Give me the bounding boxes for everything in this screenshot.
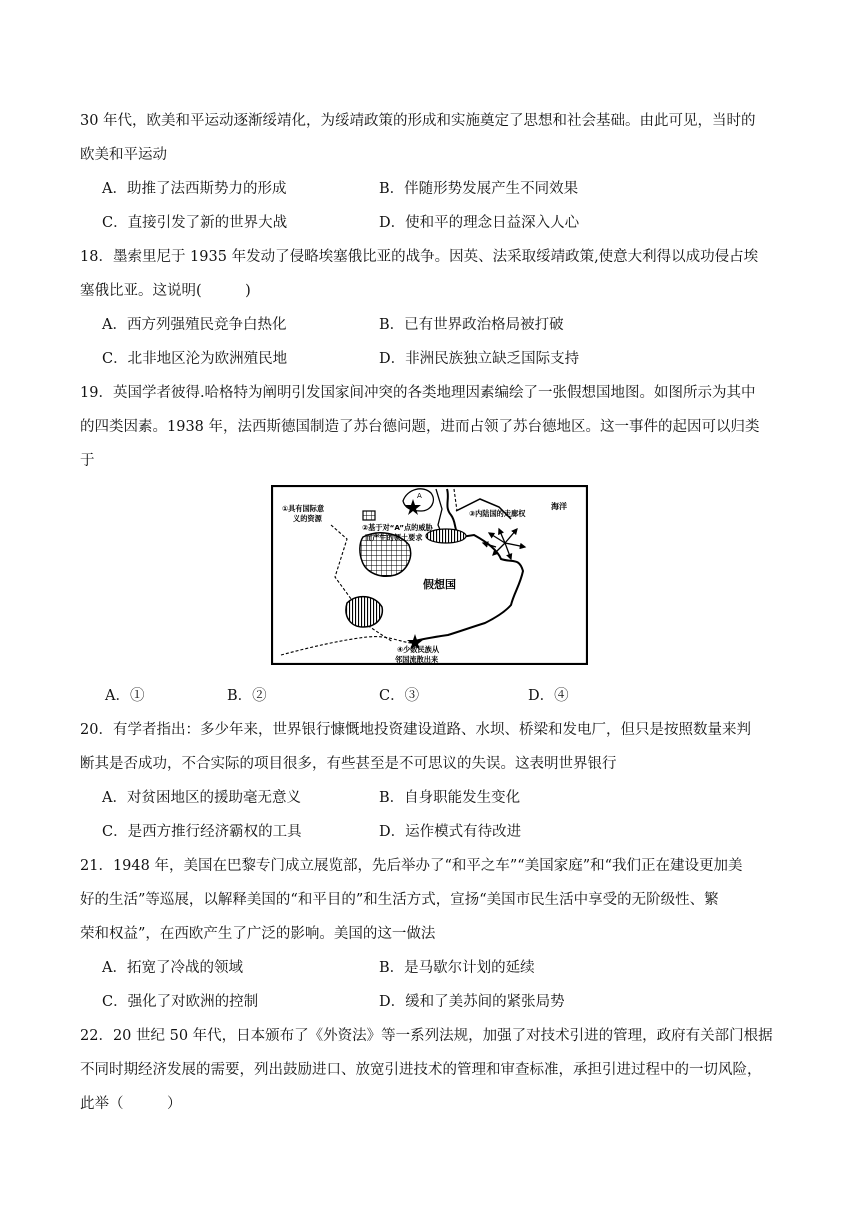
label-1a: ①具有国际意 — [282, 504, 325, 513]
q18-stem-line2: 塞俄比亚。这说明( ) — [80, 283, 251, 299]
q17-stem-line1: 30 年代，欧美和平运动逐渐绥靖化，为绥靖政策的形成和实施奠定了思想和社会基础。由此可见，当时的 — [80, 113, 756, 129]
resource-square — [363, 511, 375, 520]
q20-stem-line1: 20．有学者指出：多少年来，世界银行慷慨地投资建设道路、水坝、桥梁和发电厂，但只是按照数量来判 — [80, 722, 751, 738]
q18-option-a[interactable]: A．西方列强殖民竞争白热化 — [102, 317, 287, 333]
q19-option-d[interactable]: D．④ — [528, 688, 569, 704]
q18-option-d[interactable]: D．非洲民族独立缺乏国际支持 — [379, 351, 580, 367]
q21-option-b[interactable]: B．是马歇尔计划的延续 — [379, 960, 535, 976]
q19-stem-line1: 19．英国学者彼得.哈格特为阐明引发国家间冲突的各类地理因素编绘了一张假想国地图。如图所示为其中 — [80, 385, 756, 401]
q20-option-c[interactable]: C．是西方推行经济霸权的工具 — [102, 824, 302, 840]
q18-option-c[interactable]: C．北非地区沦为欧洲殖民地 — [102, 351, 288, 367]
label-3: ③内陆国的走廊权 — [469, 509, 526, 518]
q20-option-b[interactable]: B．自身职能发生变化 — [379, 790, 521, 806]
q21-option-c[interactable]: C．强化了对欧洲的控制 — [102, 994, 259, 1010]
label-4a: ④少数民族从 — [397, 645, 440, 654]
q19-option-c[interactable]: C．③ — [379, 688, 420, 704]
q19-stem-line2: 的四类因素。1938 年，法西斯德国制造了苏台德问题，进而占领了苏台德地区。这一事件的起因可以归类 — [80, 419, 760, 435]
q19-option-a[interactable]: A．① — [105, 688, 145, 704]
label-1b: 义的资源 — [293, 514, 322, 523]
q21-stem-line2: 好的生活”等巡展，以解释美国的“和平目的”和生活方式，宣扬“美国市民生活中享受的无阶级性、繁 — [80, 892, 719, 908]
q17-option-d[interactable]: D．使和平的理念日益深入人心 — [379, 215, 580, 231]
q17-stem-line2: 欧美和平运动 — [80, 147, 167, 163]
label-4b: 邻国流散出来 — [395, 655, 439, 664]
q20-stem-line2: 断其是否成功，不合实际的项目很多，有些甚至是不可思议的失误。这表明世界银行 — [80, 756, 617, 772]
point-a-label: A — [417, 492, 422, 500]
q19-stem-line3: 于 — [80, 453, 95, 469]
minority-region — [346, 597, 382, 627]
q21-option-d[interactable]: D．缓和了美苏间的紧张局势 — [379, 994, 565, 1010]
q21-stem-line1: 21．1948 年，美国在巴黎专门成立展览部，先后举办了“和平之车”“美国家庭”和“我们正在建设更加美 — [80, 858, 743, 874]
label-2b: 而产生的领土要求 — [365, 533, 423, 542]
hypothetical-country-map — [271, 485, 588, 665]
q22-stem-line2: 不同时期经济发展的需要，列出鼓励进口、放宽引进技术的管理和审查标准，承担引进过程中的一切风险， — [80, 1062, 762, 1078]
q20-option-d[interactable]: D．运作模式有待改进 — [379, 824, 522, 840]
country-label: 假想国 — [423, 578, 456, 591]
q22-stem-line3: 此举（ ） — [80, 1096, 182, 1112]
q18-option-b[interactable]: B．已有世界政治格局被打破 — [379, 317, 564, 333]
q19-option-b[interactable]: B．② — [227, 688, 267, 704]
q17-option-a[interactable]: A．助推了法西斯势力的形成 — [102, 181, 287, 197]
q22-stem-line1: 22．20 世纪 50 年代，日本颁布了《外资法》等一系列法规，加强了对技术引进的管理，政府有关部门根据 — [80, 1028, 773, 1044]
q21-option-a[interactable]: A．拓宽了冷战的领域 — [102, 960, 243, 976]
q21-stem-line3: 荣和权益”，在西欧产生了广泛的影响。美国的这一做法 — [80, 926, 436, 942]
q17-option-b[interactable]: B．伴随形势发展产生不同效果 — [379, 181, 579, 197]
sea-label: 海洋 — [551, 502, 567, 511]
q18-stem-line1: 18．墨索里尼于 1935 年发动了侵略埃塞俄比亚的战争。因英、法采取绥靖政策,使意大利得以成功侵占埃 — [80, 249, 759, 265]
q17-option-c[interactable]: C．直接引发了新的世界大战 — [102, 215, 288, 231]
q20-option-a[interactable]: A．对贫困地区的援助毫无意义 — [102, 790, 301, 806]
label-2a: ②基于对“A”点的威胁 — [362, 523, 433, 532]
